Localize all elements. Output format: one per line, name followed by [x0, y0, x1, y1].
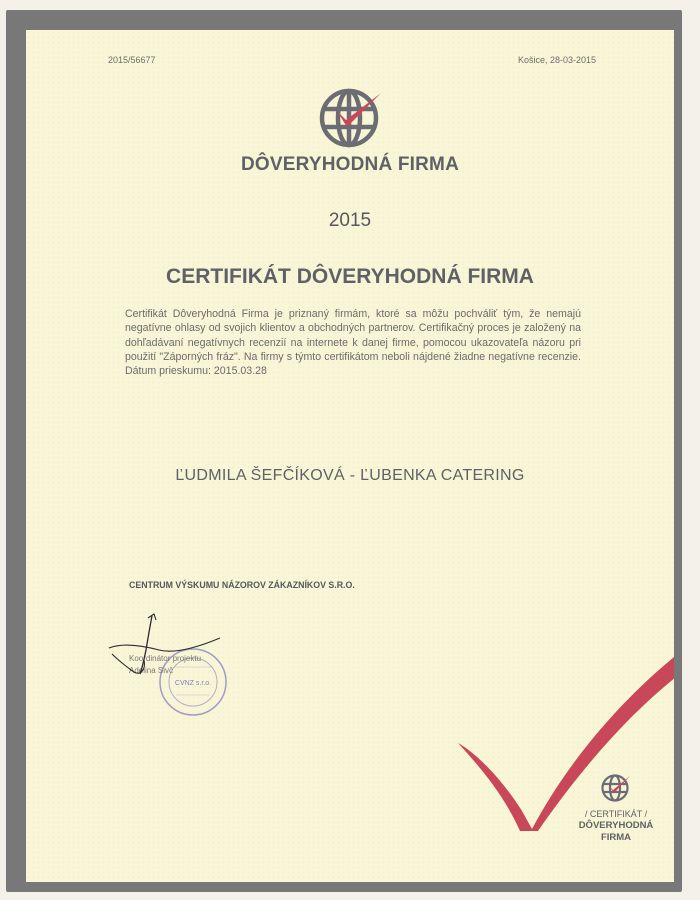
place-and-date: Košice, 28-03-2015 — [517, 55, 596, 65]
stamp-text: CVNZ s.r.o. — [174, 680, 212, 687]
reference-number: 2015/56677 — [108, 55, 156, 65]
globe-checkmark-icon — [319, 87, 387, 149]
coordinator-role: Koordinátor projektu — [129, 654, 202, 663]
certificate-year: 2015 — [328, 210, 372, 231]
certificate-body-text: Certifikát Dôveryhodná Firma je priznaný firmám, ktoré sa môžu pochváliť tým, že nemajú negatívne ohlasy od svojich klientov a obchodných partnerov. Certifikačný proces je založený na dohľadávaní negatívnych recenzií na internete k danej firme, pomocou ukazovateľa názoru pri použití "Záporných fráz". Na firmy s týmto certifikátom neboli nájdené žiadne negatívne recenzie. Dátum prieskumu: 2015.03.28 — [125, 308, 581, 378]
recipient-name: ĽUDMILA ŠEFČÍKOVÁ - ĽUBENKA CATERING — [175, 467, 525, 484]
certificate-frame — [6, 10, 682, 892]
certificate-title: CERTIFIKÁT DÔVERYHODNÁ FIRMA — [166, 265, 534, 288]
globe-icon — [600, 773, 632, 802]
issuer-name: CENTRUM VÝSKUMU NÁZOROV ZÁKAZNÍKOV S.R.O. — [129, 580, 355, 590]
badge-label: / CERTIFIKÁT / — [584, 809, 648, 819]
coordinator-name: Adelina Sivč — [129, 666, 174, 675]
brand-name: DÔVERYHODNÁ FIRMA — [240, 154, 460, 175]
handwritten-signature — [104, 608, 224, 678]
badge-brand-line2: FIRMA — [600, 832, 632, 843]
large-checkmark-icon — [446, 655, 674, 835]
badge-brand-line1: DÔVERYHODNÁ — [578, 820, 654, 831]
certificate-paper — [26, 30, 674, 882]
